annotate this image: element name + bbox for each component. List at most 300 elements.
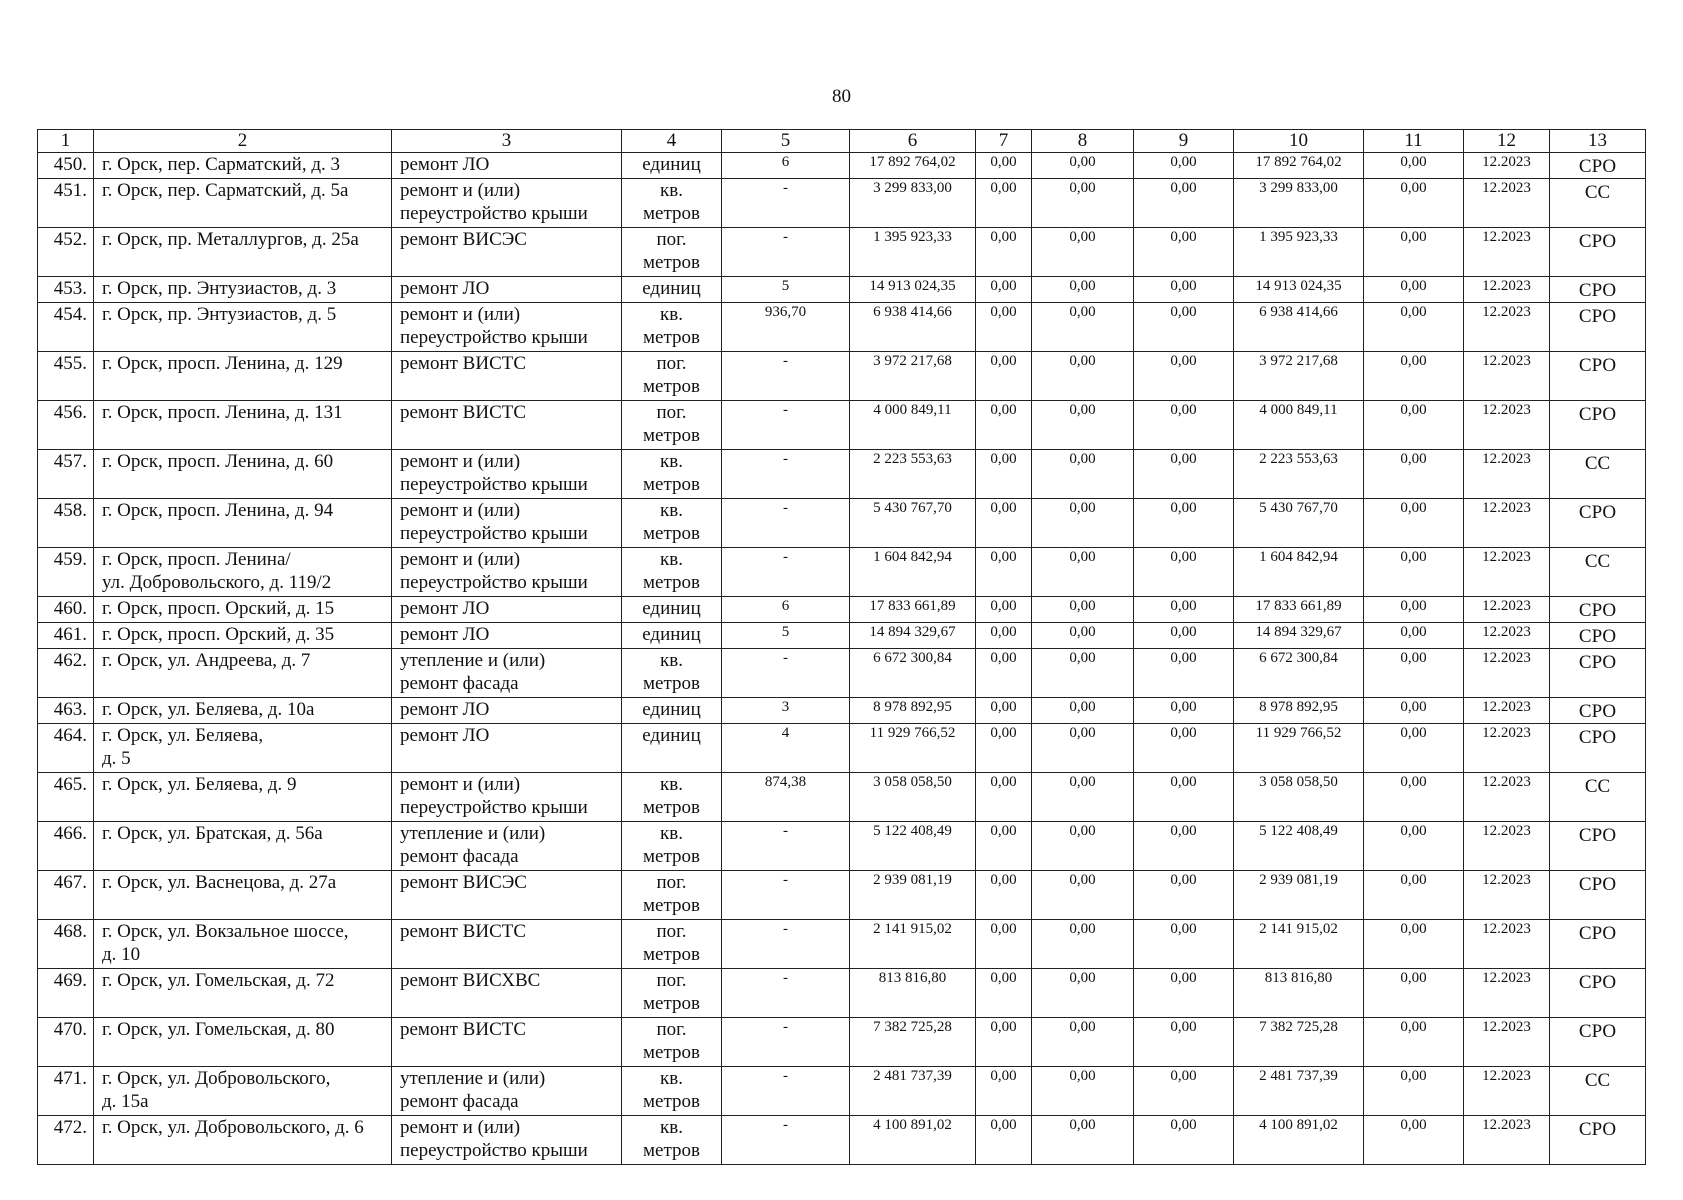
quantity-cell: 6 — [722, 597, 850, 623]
table-row — [38, 179, 1646, 228]
total-cost-cell: 6 672 300,84 — [850, 649, 976, 698]
quantity-cell: - — [722, 179, 850, 228]
fund-cell: 2 223 553,63 — [1234, 450, 1364, 499]
fund-cell: 2 481 737,39 — [1234, 1067, 1364, 1116]
fund-cell: 0,00 — [1134, 649, 1234, 698]
row-number: 465. — [38, 773, 94, 822]
table-row — [38, 698, 1646, 724]
row-number: 468. — [38, 920, 94, 969]
table-row — [38, 1018, 1646, 1067]
column-header: 10 — [1234, 130, 1364, 153]
method-cell: СРО — [1550, 698, 1646, 724]
unit-cell: пог. метров — [622, 1018, 722, 1067]
method-cell: СРО — [1550, 822, 1646, 871]
total-cost-cell: 6 938 414,66 — [850, 303, 976, 352]
fund-cell: 0,00 — [1364, 623, 1464, 649]
method-cell: СРО — [1550, 920, 1646, 969]
fund-cell: 0,00 — [1134, 597, 1234, 623]
fund-cell: 0,00 — [1032, 623, 1134, 649]
completion-date-cell: 12.2023 — [1464, 1116, 1550, 1165]
table-row — [38, 822, 1646, 871]
fund-cell: 17 833 661,89 — [1234, 597, 1364, 623]
table-row — [38, 450, 1646, 499]
work-type-cell: ремонт ВИСТС — [392, 920, 622, 969]
column-header: 7 — [976, 130, 1032, 153]
method-cell: СРО — [1550, 352, 1646, 401]
fund-cell: 7 382 725,28 — [1234, 1018, 1364, 1067]
unit-cell: кв. метров — [622, 450, 722, 499]
table-row — [38, 920, 1646, 969]
total-cost-cell: 14 913 024,35 — [850, 277, 976, 303]
work-type-cell: ремонт и (или) переустройство крыши — [392, 303, 622, 352]
method-cell: СРО — [1550, 623, 1646, 649]
quantity-cell: - — [722, 548, 850, 597]
fund-cell: 0,00 — [976, 649, 1032, 698]
address-cell: г. Орск, пр. Энтузиастов, д. 3 — [94, 277, 392, 303]
fund-cell: 0,00 — [1364, 153, 1464, 179]
work-type-cell: ремонт ЛО — [392, 277, 622, 303]
method-cell: СРО — [1550, 1018, 1646, 1067]
fund-cell: 0,00 — [1134, 153, 1234, 179]
fund-cell: 17 892 764,02 — [1234, 153, 1364, 179]
row-number: 457. — [38, 450, 94, 499]
quantity-cell: - — [722, 450, 850, 499]
unit-cell: единиц — [622, 724, 722, 773]
quantity-cell: - — [722, 920, 850, 969]
fund-cell: 0,00 — [1134, 277, 1234, 303]
fund-cell: 0,00 — [1032, 920, 1134, 969]
fund-cell: 0,00 — [976, 773, 1032, 822]
unit-cell: единиц — [622, 597, 722, 623]
total-cost-cell: 3 299 833,00 — [850, 179, 976, 228]
quantity-cell: 4 — [722, 724, 850, 773]
method-cell: СРО — [1550, 1116, 1646, 1165]
row-number: 453. — [38, 277, 94, 303]
table-row — [38, 969, 1646, 1018]
work-type-cell: ремонт ВИСТС — [392, 401, 622, 450]
total-cost-cell: 4 100 891,02 — [850, 1116, 976, 1165]
fund-cell: 2 939 081,19 — [1234, 871, 1364, 920]
fund-cell: 0,00 — [1032, 228, 1134, 277]
fund-cell: 0,00 — [1134, 1018, 1234, 1067]
fund-cell: 0,00 — [1364, 303, 1464, 352]
work-type-cell: ремонт и (или) переустройство крыши — [392, 773, 622, 822]
row-number: 454. — [38, 303, 94, 352]
fund-cell: 5 430 767,70 — [1234, 499, 1364, 548]
fund-cell: 4 000 849,11 — [1234, 401, 1364, 450]
work-type-cell: утепление и (или) ремонт фасада — [392, 822, 622, 871]
fund-cell: 0,00 — [1032, 499, 1134, 548]
table-row — [38, 548, 1646, 597]
quantity-cell: 3 — [722, 698, 850, 724]
table-row — [38, 597, 1646, 623]
fund-cell: 0,00 — [1364, 698, 1464, 724]
total-cost-cell: 8 978 892,95 — [850, 698, 976, 724]
fund-cell: 0,00 — [1134, 401, 1234, 450]
quantity-cell: - — [722, 969, 850, 1018]
fund-cell: 0,00 — [1134, 228, 1234, 277]
unit-cell: пог. метров — [622, 401, 722, 450]
completion-date-cell: 12.2023 — [1464, 773, 1550, 822]
unit-cell: единиц — [622, 153, 722, 179]
address-cell: г. Орск, ул. Беляева, д. 10а — [94, 698, 392, 724]
table-row — [38, 724, 1646, 773]
table-row — [38, 303, 1646, 352]
fund-cell: 0,00 — [1364, 228, 1464, 277]
fund-cell: 0,00 — [1134, 871, 1234, 920]
method-cell: СРО — [1550, 401, 1646, 450]
row-number: 466. — [38, 822, 94, 871]
fund-cell: 0,00 — [1032, 871, 1134, 920]
completion-date-cell: 12.2023 — [1464, 352, 1550, 401]
fund-cell: 0,00 — [1364, 822, 1464, 871]
address-cell: г. Орск, пр. Энтузиастов, д. 5 — [94, 303, 392, 352]
fund-cell: 0,00 — [1032, 1116, 1134, 1165]
completion-date-cell: 12.2023 — [1464, 401, 1550, 450]
fund-cell: 0,00 — [976, 303, 1032, 352]
work-type-cell: утепление и (или) ремонт фасада — [392, 1067, 622, 1116]
fund-cell: 0,00 — [1032, 277, 1134, 303]
total-cost-cell: 3 972 217,68 — [850, 352, 976, 401]
fund-cell: 5 122 408,49 — [1234, 822, 1364, 871]
work-type-cell: ремонт ЛО — [392, 153, 622, 179]
quantity-cell: 936,70 — [722, 303, 850, 352]
address-cell: г. Орск, пер. Сарматский, д. 5а — [94, 179, 392, 228]
fund-cell: 0,00 — [1134, 179, 1234, 228]
fund-cell: 0,00 — [976, 822, 1032, 871]
method-cell: СРО — [1550, 597, 1646, 623]
fund-cell: 0,00 — [1364, 724, 1464, 773]
fund-cell: 0,00 — [1134, 724, 1234, 773]
work-type-cell: ремонт ЛО — [392, 597, 622, 623]
fund-cell: 0,00 — [1364, 548, 1464, 597]
fund-cell: 0,00 — [1364, 1018, 1464, 1067]
row-number: 467. — [38, 871, 94, 920]
fund-cell: 0,00 — [976, 277, 1032, 303]
work-type-cell: ремонт ЛО — [392, 724, 622, 773]
fund-cell: 0,00 — [1134, 623, 1234, 649]
fund-cell: 0,00 — [1134, 499, 1234, 548]
work-type-cell: ремонт и (или) переустройство крыши — [392, 450, 622, 499]
work-type-cell: ремонт ЛО — [392, 698, 622, 724]
column-header: 4 — [622, 130, 722, 153]
fund-cell: 14 894 329,67 — [1234, 623, 1364, 649]
row-number: 450. — [38, 153, 94, 179]
total-cost-cell: 7 382 725,28 — [850, 1018, 976, 1067]
fund-cell: 0,00 — [1364, 969, 1464, 1018]
row-number: 455. — [38, 352, 94, 401]
method-cell: СРО — [1550, 228, 1646, 277]
completion-date-cell: 12.2023 — [1464, 698, 1550, 724]
table-row — [38, 871, 1646, 920]
fund-cell: 0,00 — [1134, 1067, 1234, 1116]
total-cost-cell: 2 939 081,19 — [850, 871, 976, 920]
work-type-cell: ремонт ВИСХВС — [392, 969, 622, 1018]
unit-cell: кв. метров — [622, 499, 722, 548]
total-cost-cell: 2 223 553,63 — [850, 450, 976, 499]
method-cell: СРО — [1550, 303, 1646, 352]
completion-date-cell: 12.2023 — [1464, 597, 1550, 623]
address-cell: г. Орск, просп. Ленина/ ул. Добровольского, д. 119/2 — [94, 548, 392, 597]
fund-cell: 1 395 923,33 — [1234, 228, 1364, 277]
address-cell: г. Орск, ул. Добровольского, д. 6 — [94, 1116, 392, 1165]
fund-cell: 0,00 — [1032, 179, 1134, 228]
address-cell: г. Орск, ул. Добровольского, д. 15а — [94, 1067, 392, 1116]
fund-cell: 0,00 — [1364, 179, 1464, 228]
fund-cell: 0,00 — [976, 179, 1032, 228]
table-row — [38, 623, 1646, 649]
fund-cell: 1 604 842,94 — [1234, 548, 1364, 597]
table-row — [38, 153, 1646, 179]
fund-cell: 0,00 — [1032, 450, 1134, 499]
page-number: 80 — [832, 86, 851, 107]
completion-date-cell: 12.2023 — [1464, 179, 1550, 228]
completion-date-cell: 12.2023 — [1464, 277, 1550, 303]
work-type-cell: утепление и (или) ремонт фасада — [392, 649, 622, 698]
total-cost-cell: 14 894 329,67 — [850, 623, 976, 649]
total-cost-cell: 3 058 058,50 — [850, 773, 976, 822]
fund-cell: 0,00 — [976, 724, 1032, 773]
completion-date-cell: 12.2023 — [1464, 450, 1550, 499]
table-row — [38, 401, 1646, 450]
fund-cell: 0,00 — [976, 597, 1032, 623]
method-cell: СРО — [1550, 277, 1646, 303]
fund-cell: 0,00 — [1364, 1067, 1464, 1116]
address-cell: г. Орск, пр. Металлургов, д. 25а — [94, 228, 392, 277]
fund-cell: 0,00 — [1134, 548, 1234, 597]
column-header: 9 — [1134, 130, 1234, 153]
fund-cell: 3 299 833,00 — [1234, 179, 1364, 228]
column-header: 13 — [1550, 130, 1646, 153]
total-cost-cell: 17 833 661,89 — [850, 597, 976, 623]
method-cell: СРО — [1550, 649, 1646, 698]
fund-cell: 0,00 — [1032, 597, 1134, 623]
unit-cell: кв. метров — [622, 1067, 722, 1116]
column-header: 11 — [1364, 130, 1464, 153]
method-cell: СРО — [1550, 499, 1646, 548]
quantity-cell: - — [722, 352, 850, 401]
fund-cell: 0,00 — [976, 401, 1032, 450]
fund-cell: 0,00 — [1364, 773, 1464, 822]
fund-cell: 0,00 — [1032, 822, 1134, 871]
fund-cell: 0,00 — [1032, 153, 1134, 179]
table-row — [38, 773, 1646, 822]
unit-cell: единиц — [622, 623, 722, 649]
row-number: 463. — [38, 698, 94, 724]
unit-cell: единиц — [622, 277, 722, 303]
fund-cell: 0,00 — [976, 450, 1032, 499]
quantity-cell: - — [722, 228, 850, 277]
address-cell: г. Орск, ул. Беляева, д. 9 — [94, 773, 392, 822]
repair-program-table — [37, 129, 1646, 1165]
quantity-cell: - — [722, 649, 850, 698]
fund-cell: 0,00 — [1032, 1018, 1134, 1067]
column-header: 6 — [850, 130, 976, 153]
fund-cell: 3 972 217,68 — [1234, 352, 1364, 401]
fund-cell: 0,00 — [976, 352, 1032, 401]
fund-cell: 0,00 — [976, 969, 1032, 1018]
total-cost-cell: 1 604 842,94 — [850, 548, 976, 597]
total-cost-cell: 17 892 764,02 — [850, 153, 976, 179]
fund-cell: 0,00 — [1032, 352, 1134, 401]
fund-cell: 6 938 414,66 — [1234, 303, 1364, 352]
unit-cell: кв. метров — [622, 303, 722, 352]
method-cell: СС — [1550, 548, 1646, 597]
fund-cell: 0,00 — [1032, 724, 1134, 773]
address-cell: г. Орск, просп. Ленина, д. 94 — [94, 499, 392, 548]
unit-cell: кв. метров — [622, 548, 722, 597]
unit-cell: кв. метров — [622, 1116, 722, 1165]
address-cell: г. Орск, ул. Гомельская, д. 80 — [94, 1018, 392, 1067]
unit-cell: пог. метров — [622, 920, 722, 969]
total-cost-cell: 11 929 766,52 — [850, 724, 976, 773]
quantity-cell: 5 — [722, 277, 850, 303]
completion-date-cell: 12.2023 — [1464, 969, 1550, 1018]
table-row — [38, 352, 1646, 401]
work-type-cell: ремонт ВИСТС — [392, 352, 622, 401]
row-number: 462. — [38, 649, 94, 698]
address-cell: г. Орск, ул. Вокзальное шоссе, д. 10 — [94, 920, 392, 969]
fund-cell: 0,00 — [1032, 649, 1134, 698]
total-cost-cell: 5 122 408,49 — [850, 822, 976, 871]
address-cell: г. Орск, ул. Беляева, д. 5 — [94, 724, 392, 773]
completion-date-cell: 12.2023 — [1464, 1018, 1550, 1067]
column-header: 8 — [1032, 130, 1134, 153]
unit-cell: кв. метров — [622, 773, 722, 822]
quantity-cell: - — [722, 1067, 850, 1116]
address-cell: г. Орск, просп. Ленина, д. 60 — [94, 450, 392, 499]
fund-cell: 0,00 — [976, 1116, 1032, 1165]
fund-cell: 0,00 — [1134, 352, 1234, 401]
fund-cell: 0,00 — [1134, 698, 1234, 724]
unit-cell: единиц — [622, 698, 722, 724]
fund-cell: 0,00 — [1134, 822, 1234, 871]
unit-cell: пог. метров — [622, 871, 722, 920]
column-header: 1 — [38, 130, 94, 153]
fund-cell: 0,00 — [1032, 548, 1134, 597]
fund-cell: 11 929 766,52 — [1234, 724, 1364, 773]
fund-cell: 0,00 — [1032, 303, 1134, 352]
row-number: 472. — [38, 1116, 94, 1165]
table-row — [38, 228, 1646, 277]
fund-cell: 2 141 915,02 — [1234, 920, 1364, 969]
fund-cell: 0,00 — [976, 1018, 1032, 1067]
row-number: 471. — [38, 1067, 94, 1116]
fund-cell: 4 100 891,02 — [1234, 1116, 1364, 1165]
completion-date-cell: 12.2023 — [1464, 1067, 1550, 1116]
work-type-cell: ремонт и (или) переустройство крыши — [392, 548, 622, 597]
completion-date-cell: 12.2023 — [1464, 623, 1550, 649]
fund-cell: 0,00 — [976, 1067, 1032, 1116]
work-type-cell: ремонт и (или) переустройство крыши — [392, 499, 622, 548]
row-number: 452. — [38, 228, 94, 277]
row-number: 461. — [38, 623, 94, 649]
fund-cell: 0,00 — [1364, 277, 1464, 303]
address-cell: г. Орск, просп. Орский, д. 15 — [94, 597, 392, 623]
method-cell: СРО — [1550, 871, 1646, 920]
work-type-cell: ремонт ЛО — [392, 623, 622, 649]
row-number: 459. — [38, 548, 94, 597]
row-number: 456. — [38, 401, 94, 450]
total-cost-cell: 2 141 915,02 — [850, 920, 976, 969]
fund-cell: 0,00 — [1032, 401, 1134, 450]
address-cell: г. Орск, просп. Орский, д. 35 — [94, 623, 392, 649]
table-row — [38, 499, 1646, 548]
quantity-cell: 874,38 — [722, 773, 850, 822]
method-cell: СРО — [1550, 153, 1646, 179]
completion-date-cell: 12.2023 — [1464, 499, 1550, 548]
column-header: 3 — [392, 130, 622, 153]
column-header: 12 — [1464, 130, 1550, 153]
quantity-cell: - — [722, 822, 850, 871]
table-row — [38, 1067, 1646, 1116]
fund-cell: 0,00 — [1364, 401, 1464, 450]
total-cost-cell: 1 395 923,33 — [850, 228, 976, 277]
method-cell: СС — [1550, 1067, 1646, 1116]
row-number: 470. — [38, 1018, 94, 1067]
address-cell: г. Орск, просп. Ленина, д. 129 — [94, 352, 392, 401]
fund-cell: 0,00 — [1364, 1116, 1464, 1165]
unit-cell: кв. метров — [622, 822, 722, 871]
work-type-cell: ремонт ВИСТС — [392, 1018, 622, 1067]
address-cell: г. Орск, пер. Сарматский, д. 3 — [94, 153, 392, 179]
row-number: 469. — [38, 969, 94, 1018]
work-type-cell: ремонт ВИСЭС — [392, 228, 622, 277]
fund-cell: 0,00 — [1364, 499, 1464, 548]
row-number: 464. — [38, 724, 94, 773]
column-header: 2 — [94, 130, 392, 153]
row-number: 458. — [38, 499, 94, 548]
fund-cell: 3 058 058,50 — [1234, 773, 1364, 822]
unit-cell: пог. метров — [622, 352, 722, 401]
address-cell: г. Орск, ул. Братская, д. 56а — [94, 822, 392, 871]
fund-cell: 0,00 — [1032, 698, 1134, 724]
work-type-cell: ремонт и (или) переустройство крыши — [392, 179, 622, 228]
row-number: 451. — [38, 179, 94, 228]
completion-date-cell: 12.2023 — [1464, 228, 1550, 277]
method-cell: СС — [1550, 179, 1646, 228]
fund-cell: 6 672 300,84 — [1234, 649, 1364, 698]
fund-cell: 0,00 — [1134, 303, 1234, 352]
fund-cell: 0,00 — [1364, 920, 1464, 969]
total-cost-cell: 4 000 849,11 — [850, 401, 976, 450]
fund-cell: 0,00 — [976, 228, 1032, 277]
fund-cell: 0,00 — [1364, 450, 1464, 499]
total-cost-cell: 5 430 767,70 — [850, 499, 976, 548]
unit-cell: кв. метров — [622, 649, 722, 698]
row-number: 460. — [38, 597, 94, 623]
fund-cell: 0,00 — [1134, 920, 1234, 969]
fund-cell: 0,00 — [976, 548, 1032, 597]
fund-cell: 0,00 — [1134, 969, 1234, 1018]
fund-cell: 0,00 — [976, 871, 1032, 920]
method-cell: СС — [1550, 450, 1646, 499]
column-header: 5 — [722, 130, 850, 153]
address-cell: г. Орск, ул. Васнецова, д. 27а — [94, 871, 392, 920]
fund-cell: 0,00 — [1364, 597, 1464, 623]
fund-cell: 0,00 — [976, 153, 1032, 179]
fund-cell: 0,00 — [976, 623, 1032, 649]
column-number-header-row — [38, 130, 1646, 153]
total-cost-cell: 813 816,80 — [850, 969, 976, 1018]
quantity-cell: - — [722, 1018, 850, 1067]
completion-date-cell: 12.2023 — [1464, 649, 1550, 698]
fund-cell: 0,00 — [1364, 871, 1464, 920]
method-cell: СРО — [1550, 724, 1646, 773]
completion-date-cell: 12.2023 — [1464, 871, 1550, 920]
fund-cell: 0,00 — [1032, 773, 1134, 822]
fund-cell: 0,00 — [1032, 969, 1134, 1018]
